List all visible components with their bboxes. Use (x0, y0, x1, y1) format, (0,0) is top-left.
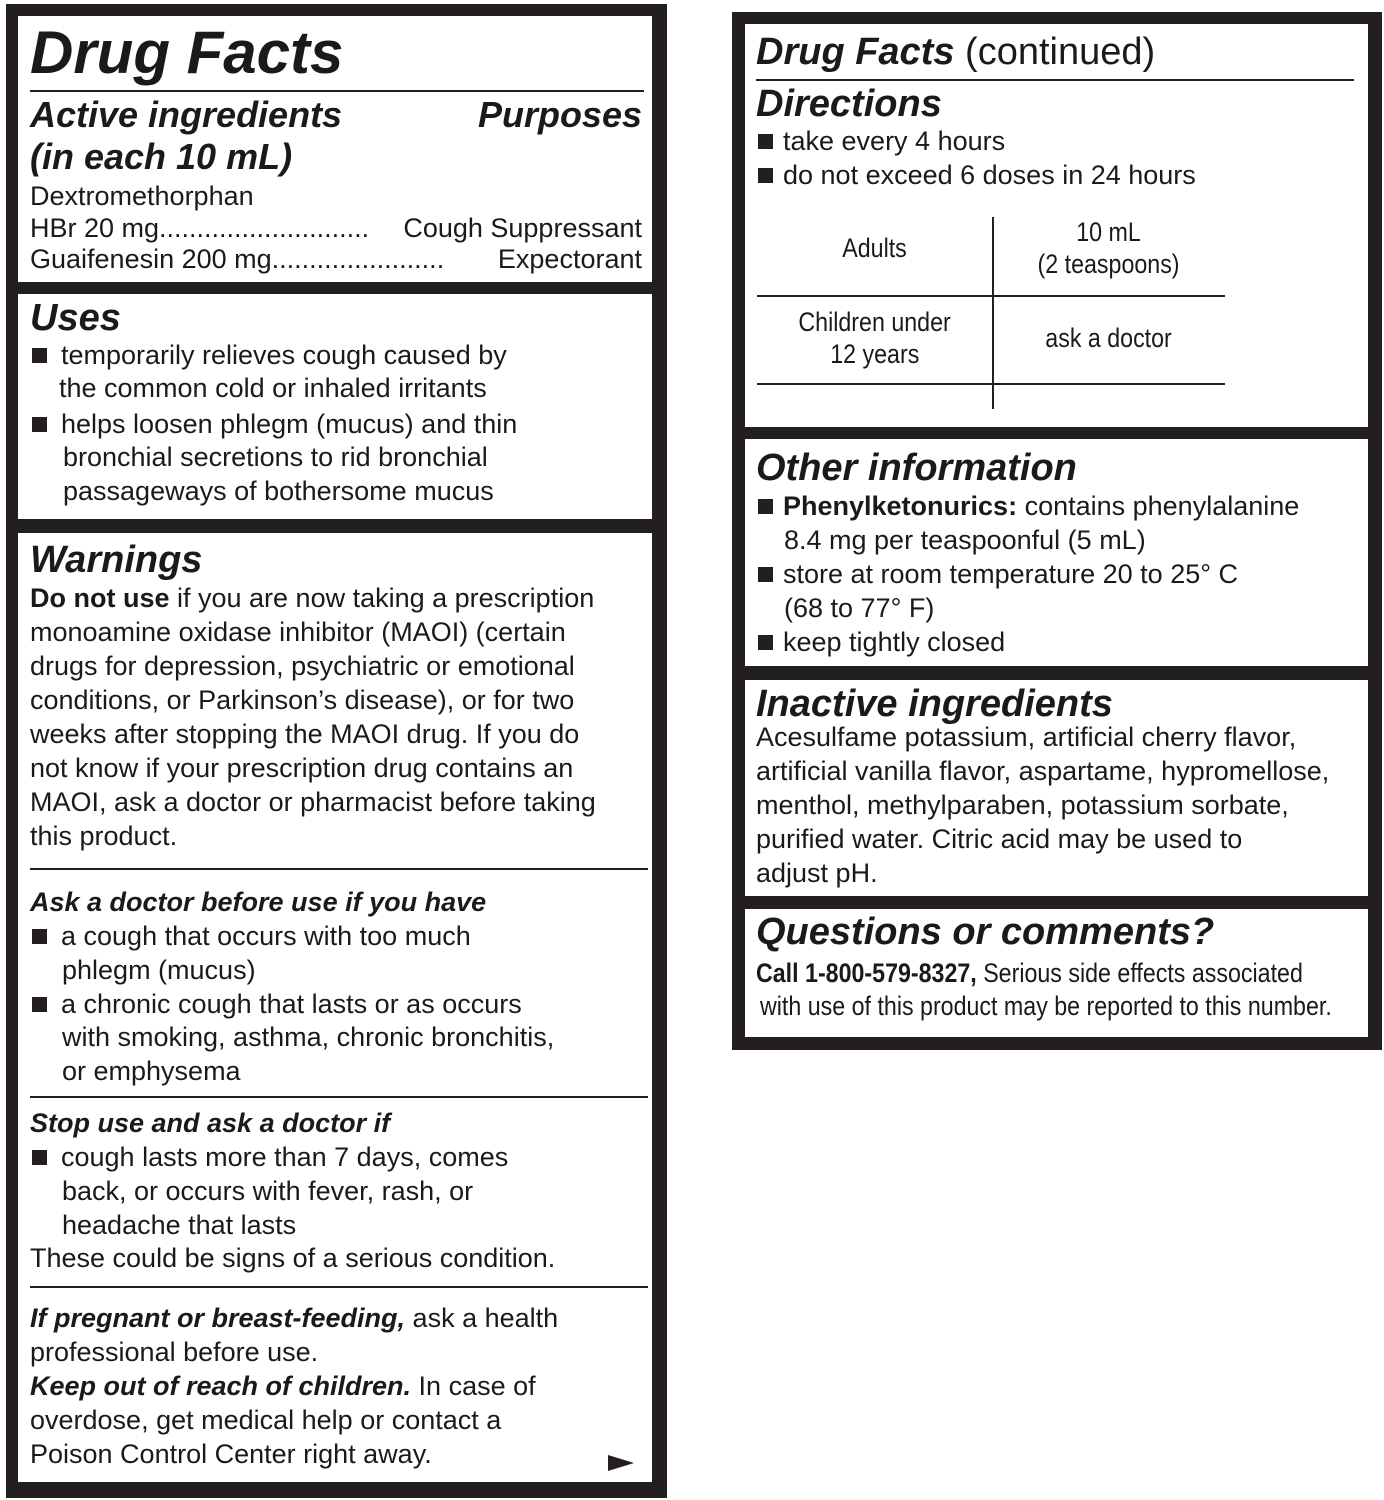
inactive-ingredients-text: Acesulfame potassium, artificial cherry flavor, artificial vanilla flavor, aspartame, hypromellose, menthol, methylparaben, potassium sorbate, purified water. Citric acid may be used to adjust pH. (756, 722, 1330, 888)
uses-item: helps loosen phlegm (mucus) and thin (32, 407, 517, 441)
bullet-icon (32, 1150, 47, 1165)
ask-doctor-item-cont: or emphysema (62, 1056, 241, 1086)
table-cell-who: Children under 12 years (798, 307, 951, 369)
bullet-icon (32, 348, 47, 363)
uses-item-cont: the common cold or inhaled irritants (59, 373, 487, 403)
divider (30, 868, 648, 870)
continue-arrow-icon (608, 1455, 634, 1471)
active-ingredients-heading: Active ingredients (30, 94, 343, 135)
bullet-icon (32, 417, 47, 432)
purposes-heading: Purposes (477, 94, 642, 135)
uses-item-cont: bronchial secretions to rid bronchial (63, 442, 488, 472)
continued-title: Drug Facts (continued) (756, 31, 1156, 73)
ask-doctor-title: Ask a doctor before use if you have (30, 887, 487, 917)
do-not-use-text: Do not use if you are now taking a prescription monoamine oxidase inhibitor (MAOI) (certain drugs for depression, psychiatric or emotional conditions, or Parkinson’s disease), or for two weeks after stopping the MAOI drug. If you do not know if your prescription drug contains an MAOI, ask a doctor or pharmacist before taking this product. (30, 583, 596, 851)
other-item: store at room temperature 20 to 25° C (758, 557, 1238, 591)
ask-doctor-item-cont: phlegm (mucus) (62, 955, 256, 985)
other-item: keep tightly closed (758, 625, 1005, 659)
other-information-section (745, 439, 1368, 666)
title-rule (756, 79, 1354, 81)
ingredient-purpose: Expectorant (497, 244, 642, 274)
inactive-ingredients-title: Inactive ingredients (756, 683, 1113, 725)
table-cell-dose: ask a doctor (1045, 323, 1173, 353)
ingredient-dose: HBr 20 mg............................ (30, 213, 370, 243)
bullet-icon (758, 499, 773, 514)
stop-use-item-cont: headache that lasts (62, 1210, 297, 1240)
active-ingredients-sub: (in each 10 mL) (30, 136, 293, 177)
stop-use-item: cough lasts more than 7 days, comes (32, 1140, 508, 1174)
table-cell-who: Adults (842, 233, 907, 263)
uses-item-cont: passageways of bothersome mucus (63, 476, 494, 506)
bullet-icon (32, 929, 47, 944)
table-divider (757, 383, 1225, 385)
bullet-icon (758, 168, 773, 183)
directions-item: do not exceed 6 doses in 24 hours (758, 158, 1196, 192)
questions-title: Questions or comments? (756, 911, 1215, 953)
bullet-icon (758, 134, 773, 149)
directions-section (745, 24, 1368, 427)
stop-use-item-cont: back, or occurs with fever, rash, or (62, 1176, 474, 1206)
ask-doctor-item-cont: with smoking, asthma, chronic bronchitis, (62, 1022, 555, 1052)
ingredient-name: Dextromethorphan (30, 181, 254, 211)
table-cell-dose: 10 mL (2 teaspoons) (1037, 217, 1180, 279)
warnings-title: Warnings (30, 539, 203, 581)
other-item-cont: (68 to 77° F) (784, 593, 935, 623)
directions-title: Directions (756, 83, 942, 125)
warnings-section (18, 533, 652, 1482)
ask-doctor-item: a cough that occurs with too much (32, 919, 471, 953)
ingredient-purpose: Cough Suppressant (403, 213, 642, 243)
title-rule (30, 90, 644, 92)
ingredient-dose: Guaifenesin 200 mg....................... (30, 244, 445, 274)
uses-item: temporarily relieves cough caused by (32, 338, 507, 372)
inactive-ingredients-section (745, 680, 1368, 896)
other-item-cont: 8.4 mg per teaspoonful (5 mL) (784, 525, 1146, 555)
active-ingredients-section (18, 16, 652, 282)
divider (30, 1096, 648, 1098)
uses-title: Uses (30, 297, 121, 339)
drug-facts-title: Drug Facts (30, 19, 344, 86)
directions-item: take every 4 hours (758, 124, 1005, 158)
questions-section (745, 909, 1368, 1037)
questions-phone-text: Call 1-800-579-8327, Serious side effects associated (756, 958, 1303, 988)
other-item: Phenylketonurics: contains phenylalanine (758, 489, 1299, 523)
bullet-icon (758, 567, 773, 582)
ask-doctor-item: a chronic cough that lasts or as occurs (32, 987, 522, 1021)
questions-text-cont: with use of this product may be reported to this number. (760, 991, 1332, 1021)
divider (30, 1286, 648, 1288)
stop-use-note: These could be signs of a serious condition. (30, 1243, 556, 1273)
bullet-icon (758, 635, 773, 650)
pregnant-text: If pregnant or breast-feeding, ask a health professional before use. Keep out of reach of children. In case of overdose, get medical help or contact a Poison Control Center right away. (30, 1303, 559, 1469)
bullet-icon (32, 997, 47, 1012)
uses-section (18, 294, 652, 519)
stop-use-title: Stop use and ask a doctor if (30, 1108, 391, 1138)
other-information-title: Other information (756, 447, 1077, 489)
table-divider (757, 295, 1225, 297)
